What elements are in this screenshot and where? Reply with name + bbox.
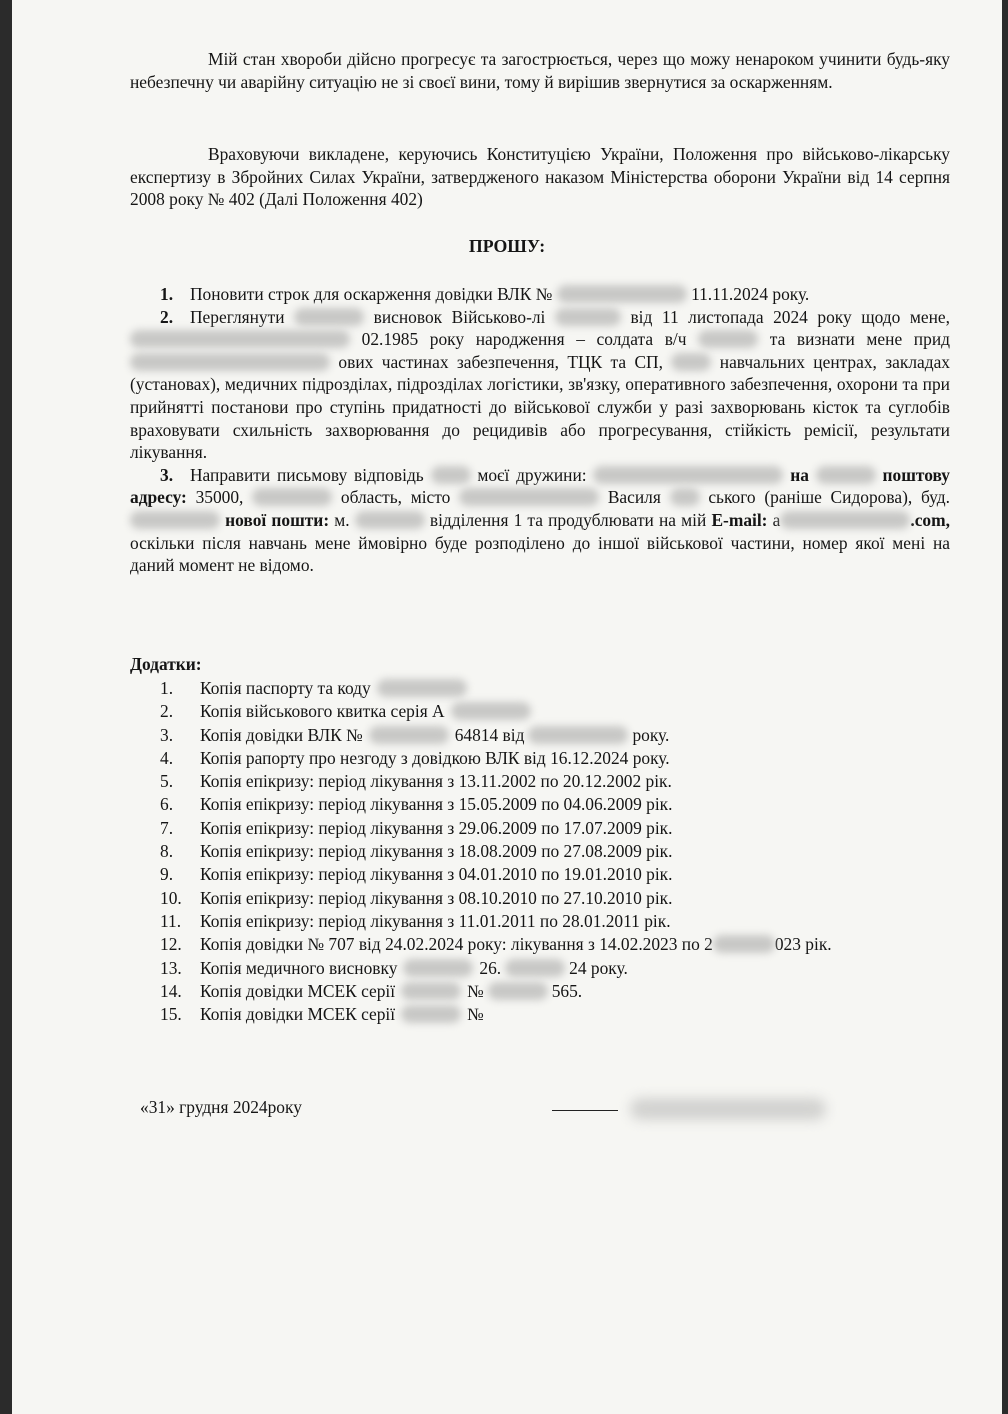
- redacted-text: [698, 330, 758, 348]
- attachments-list: [160, 677, 960, 1026]
- attachment-number: 11.: [160, 910, 182, 931]
- redacted-text: [369, 726, 449, 744]
- attachment-item: [160, 910, 960, 933]
- attachment-text-tail: 023 рік.: [774, 934, 832, 955]
- attachment-text-tail: 24 року.: [569, 957, 628, 978]
- redacted-text: [130, 353, 330, 371]
- redacted-text: [671, 353, 711, 371]
- attachment-number: 6.: [160, 794, 174, 815]
- attachment-item: [160, 980, 960, 1003]
- redacted-text: [377, 679, 467, 697]
- attachment-text: Копія епікризу: період лікування з 29.06.2009 по 17.07.2009 рік.: [200, 817, 673, 838]
- attachment-number: 5.: [160, 771, 174, 792]
- attachment-text-tail: року.: [632, 724, 670, 745]
- redacted-text: [816, 466, 876, 484]
- attachment-number: 7.: [160, 817, 174, 838]
- attachment-number: 1.: [160, 678, 174, 698]
- attachment-item: [160, 700, 960, 723]
- attachment-item: [160, 1003, 960, 1026]
- redacted-text: [713, 935, 775, 953]
- redacted-text: [488, 982, 548, 1000]
- attachment-item: [160, 957, 960, 980]
- redacted-text: [401, 982, 461, 1000]
- attachment-text-tail: 64814 від: [454, 724, 525, 745]
- attachment-text-tail: №: [467, 1004, 484, 1025]
- attachment-item: [160, 817, 960, 840]
- attachment-text: Копія рапорту про незгоду з довідкою ВЛК від 16.12.2024 року.: [200, 747, 670, 768]
- attachment-item: [160, 863, 960, 886]
- redacted-text: [431, 466, 471, 484]
- attachment-number: 2.: [160, 701, 174, 722]
- attachment-text: Копія довідки № 707 від 24.02.2024 року: лікування з 14.02.2023 по 2: [200, 934, 713, 955]
- request-heading: ПРОШУ:: [468, 236, 546, 256]
- redacted-text: [403, 959, 473, 977]
- attachment-text: Копія епікризу: період лікування з 08.10.2010 по 27.10.2010 рік.: [200, 887, 673, 908]
- attachment-text: Копія довідки МСЕК серії: [200, 1004, 396, 1025]
- attachment-item: [160, 887, 960, 910]
- attachment-text-tail: 565.: [551, 980, 583, 1001]
- redacted-text: [294, 308, 364, 326]
- attachment-text: Копія медичного висновку: [200, 957, 398, 978]
- attachment-text: Копія довідки ВЛК №: [200, 724, 363, 745]
- attachment-item: [160, 933, 960, 956]
- request-item-3: 3. Направити письмову відповідь моєї дружини: на поштову адресу: 35000, область, місто Василя ського (раніше Сидорова), буд. нової пошти: м. відділення 1 та продублювати на мій E-mail: а .com, оскільки після навчань мене ймовірно буде розподілено до іншої військової частини, номер якої мені на даний момент не відомо.: [130, 464, 950, 576]
- redacted-text: [459, 488, 599, 506]
- request-list: [130, 283, 950, 577]
- redacted-text: [355, 511, 425, 529]
- attachment-number: 8.: [160, 841, 174, 862]
- attachment-number: 10.: [160, 887, 182, 908]
- attachment-text: Копія паспорту та коду: [200, 678, 371, 698]
- attachment-item: [160, 840, 960, 863]
- attachment-text-tail: №: [467, 980, 484, 1001]
- intro-paragraph-1: Мій стан хвороби дійсно прогресує та загострюється, через що можу ненароком учинити будь-яку небезпечну чи аварійну ситуацію не зі своєї вини, тому й вирішив звернутися за оскарженням.: [130, 49, 950, 92]
- redacted-text: [252, 488, 332, 506]
- request-item-1: 1. Поновити строк для оскарження довідки ВЛК № 11.11.2024 року.: [160, 284, 810, 304]
- attachment-text: Копія довідки МСЕК серії: [200, 980, 396, 1001]
- attachment-number: 3.: [160, 724, 174, 745]
- attachments-title: Додатки:: [130, 654, 202, 674]
- redacted-text: [670, 488, 700, 506]
- attachment-number: 15.: [160, 1004, 182, 1025]
- document-page: [12, 0, 1002, 1414]
- redacted-text: [593, 466, 783, 484]
- attachment-text: Копія епікризу: період лікування з 15.05.2009 по 04.06.2009 рік.: [200, 794, 673, 815]
- attachment-item: [160, 724, 960, 747]
- attachment-item: [160, 677, 960, 700]
- attachment-text: Копія епікризу: період лікування з 11.01.2011 по 28.01.2011 рік.: [200, 910, 671, 931]
- redacted-text: [130, 330, 350, 348]
- redacted-text: [505, 959, 565, 977]
- redacted-text: [528, 726, 628, 744]
- attachment-item: [160, 747, 960, 770]
- redacted-text: [780, 511, 910, 529]
- intro-paragraph-2: Враховуючи викладене, керуючись Конституцією України, Положення про військово-лікарську експертизу в Збройних Силах України, затвердженого наказом Міністерства оборони України від 14 серпня 2008 року № 402 (Далі Положення 402): [130, 144, 950, 210]
- attachment-text: Копія епікризу: період лікування з 04.01.2010 по 19.01.2010 рік.: [200, 864, 673, 885]
- attachment-number: 14.: [160, 980, 182, 1001]
- redacted-signature: [630, 1098, 826, 1120]
- attachment-number: 9.: [160, 864, 174, 885]
- attachment-number: 13.: [160, 957, 182, 978]
- redacted-text: [557, 285, 687, 303]
- redacted-text: [130, 511, 220, 529]
- redacted-text: [451, 702, 531, 720]
- document-date: «31» грудня 2024року: [140, 1097, 302, 1117]
- attachment-item: [160, 793, 960, 816]
- redacted-text: [555, 308, 621, 326]
- redacted-text: [401, 1005, 461, 1023]
- attachment-text: Копія військового квитка серія А: [200, 701, 445, 722]
- attachment-number: 4.: [160, 747, 174, 768]
- attachment-text: Копія епікризу: період лікування з 13.11.2002 по 20.12.2002 рік.: [200, 771, 672, 792]
- attachment-item: [160, 770, 960, 793]
- attachment-number: 12.: [160, 934, 182, 955]
- attachment-text: Копія епікризу: період лікування з 18.08.2009 по 27.08.2009 рік.: [200, 841, 673, 862]
- request-item-2: 2. Переглянути висновок Військово-лі від 11 листопада 2024 року щодо мене, 02.1985 року народження – солдата в/ч та визнати мене прид ових частинах забезпечення, ТЦК та СП, навчальних центрах, закладах (установах), медичних підрозділах, підрозділах логістики, зв'язку, оперативного забезпечення, охорони та при прийнятті постанови про ступінь придатності до військової служби у разі захворювань кісток та суглобів враховувати схильність захворювання до рецидивів або прогресування, стійкість ремісії, результати лікування.: [130, 306, 950, 463]
- attachment-text-tail: 26.: [479, 957, 502, 978]
- signature-line: [552, 1110, 618, 1111]
